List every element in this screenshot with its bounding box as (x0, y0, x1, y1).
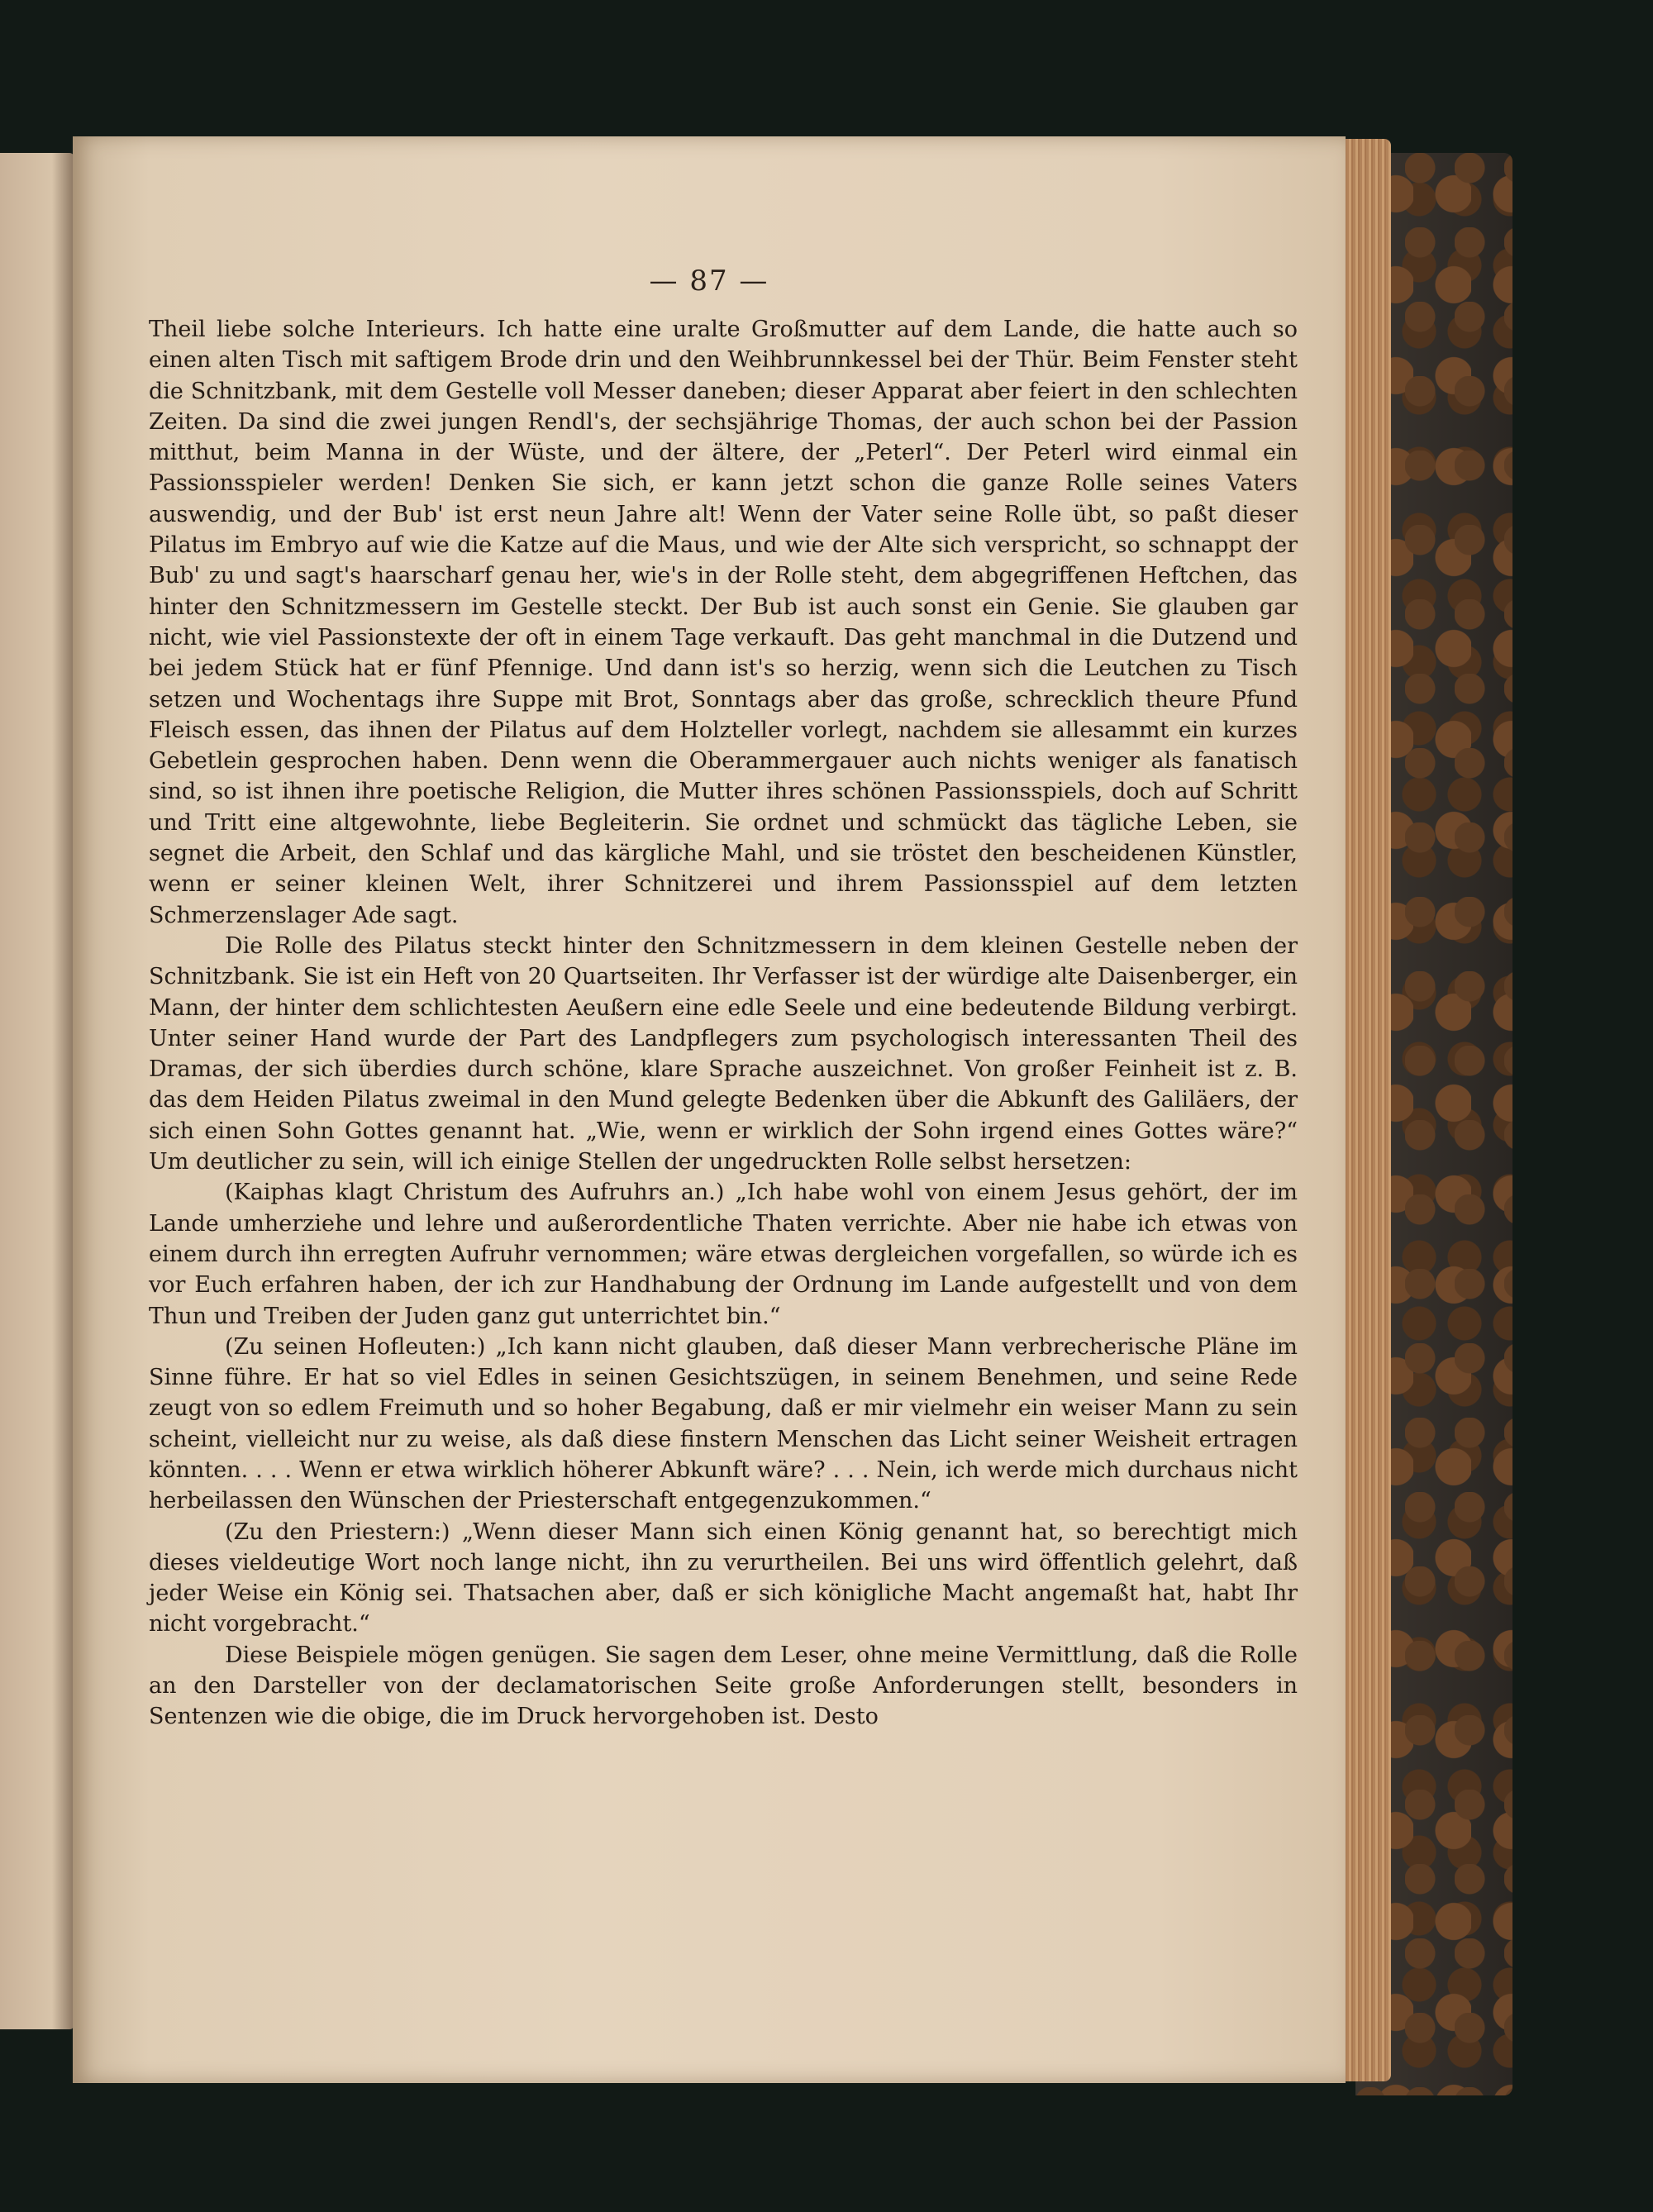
paragraph-6: Diese Beispiele mögen genügen. Sie sagen dem Leser, ohne meine Vermittlung, daß die Rolle an den Darsteller von der declamatorischen Seite große Anforderungen stellt, besonders in Sentenzen wie die obige, die im Druck hervorgehoben ist. Desto (149, 1642, 1298, 1730)
page-text (149, 314, 1298, 1733)
page-number: — 87 — (649, 265, 769, 298)
paragraph-1: Theil liebe solche Interieurs. Ich hatte eine uralte Großmutter auf dem Lande, die hatte auch so einen alten Tisch mit saftigem Brode drin und den Weihbrunnkessel bei der Thür. Beim Fenster steht die Schnitzbank, mit dem Gestelle voll Messer daneben; dieser Apparat aber feiert in den schlechten Zeiten. Da sind die zwei jungen Rendl's, der sechsjährige Thomas, der auch schon bei der Passion mitthut, beim Manna in der Wüste, und der ältere, der „Peterl“. Der Peterl wird einmal ein Passionsspieler werden! Denken Sie sich, er kann jetzt schon die ganze Rolle seines Vaters auswendig, und der Bub' ist erst neun Jahre alt! Wenn der Vater seine Rolle übt, so paßt dieser Pilatus im Embryo auf wie die Katze auf die Maus, und wie der Alte sich verspricht, so schnappt der Bub' zu und sagt's haarscharf genau her, wie's in der Rolle steht, dem abgegriffenen Heftchen, das hinter den Schnitzmessern im Gestelle steckt. Der Bub ist auch sonst ein Genie. Sie glauben gar nicht, wie viel Passionstexte der oft in einem Tage verkauft. Das geht manchmal in die Dutzend und bei jedem Stück hat er fünf Pfennige. Und dann ist's so herzig, wenn sich die Leutchen zu Tisch setzen und Wochentags ihre Suppe mit Brot, Sonntags aber das große, schrecklich theure Pfund Fleisch essen, das ihnen der Pilatus auf dem Holzteller vorlegt, nachdem sie allesammt ein kurzes Gebetlein gesprochen haben. Denn wenn die Oberammergauer auch nichts weniger als fanatisch sind, so ist ihnen ihre poetische Religion, die Mutter ihres schönen Passionsspiels, doch auf Schritt und Tritt eine altgewohnte, liebe Begleiterin. Sie ordnet und schmückt das tägliche Leben, sie segnet die Arbeit, den Schlaf und das kärgliche Mahl, und sie tröstet den bescheidenen Künstler, wenn er seiner kleinen Welt, ihrer Schnitzerei und ihrem Passionsspiel auf dem letzten Schmerzenslager Ade sagt. (149, 317, 1298, 928)
left-page-edge (0, 153, 74, 2029)
paragraph-5: (Zu den Priestern:) „Wenn dieser Mann sich einen König genannt hat, so berechtigt mich dieses vieldeutige Wort noch lange nicht, ihn zu verurtheilen. Bei uns wird öffentlich gelehrt, daß jeder Weise ein König sei. Thatsachen aber, daß er sich königliche Macht angemaßt hat, habt Ihr nicht vorgebracht.“ (149, 1518, 1298, 1638)
paragraph-4: (Zu seinen Hofleuten:) „Ich kann nicht glauben, daß dieser Mann verbrecherische Pläne im Sinne führe. Er hat so viel Edles in seinen Gesichtszügen, in seinem Benehmen, und seine Rede zeugt von so edlem Freimuth und so hoher Begabung, daß er mir vielmehr ein weiser Mann zu sein scheint, vielleicht nur zu weise, als daß diese finstern Menschen das Licht seiner Weisheit ertragen könnten. . . . Wenn er etwa wirklich höherer Abkunft wäre? . . . Nein, ich werde mich durchaus nicht herbeilassen den Wünschen der Priesterschaft entgegenzukommen.“ (149, 1333, 1298, 1514)
paragraph-3: (Kaiphas klagt Christum des Aufruhrs an.) „Ich habe wohl von einem Jesus gehört, der im Lande umherziehe und lehre und außerordentliche Thaten verrichte. Aber nie habe ich etwas von einem durch ihn erregten Aufruhr vernommen; wäre etwas dergleichen vorgefallen, so würde ich es vor Euch erfahren haben, der ich zur Handhabung der Ordnung im Lande aufgestellt und von dem Thun und Treiben der Juden ganz gut unterrichtet bin.“ (149, 1180, 1298, 1329)
paragraph-2: Die Rolle des Pilatus steckt hinter den Schnitzmessern in dem kleinen Gestelle neben der Schnitzbank. Sie ist ein Heft von 20 Quartseiten. Ihr Verfasser ist der würdige alte Daisenberger, ein Mann, der hinter dem schlichtesten Aeußern eine edle Seele und eine bedeutende Bildung verbirgt. Unter seiner Hand wurde der Part des Landpflegers zum psychologisch interessanten Theil des Dramas, der sich überdies durch schöne, klare Sprache auszeichnet. Von großer Feinheit ist z. B. das dem Heiden Pilatus zweimal in den Mund gelegte Bedenken über die Abkunft des Galiläers, der sich einen Sohn Gottes genannt hat. „Wie, wenn er wirklich der Sohn irgend eines Gottes wäre?“ Um deutlicher zu sein, will ich einige Stellen der ungedruckten Rolle selbst hersetzen: (149, 932, 1298, 1175)
book-page (73, 136, 1346, 2083)
